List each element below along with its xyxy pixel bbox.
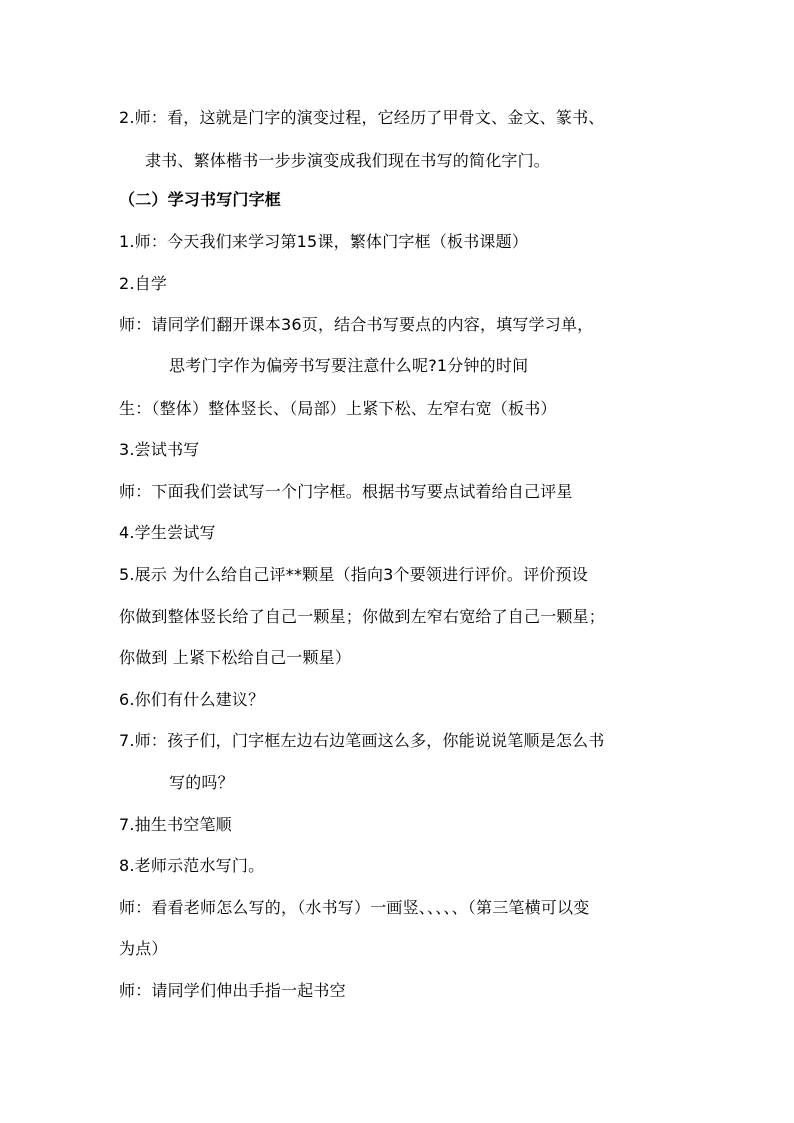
text-line-21: 为点） xyxy=(119,939,168,958)
text-line-11: 4.学生尝试写 xyxy=(119,523,216,542)
text-line-17: 写的吗？ xyxy=(169,773,234,792)
text-line-4: 1.师：今天我们来学习第15课，繁体门字框（板书课题） xyxy=(119,232,529,251)
text-line-16: 7.师：孩子们，门字框左边右边笔画这么多，你能说说笔顺是怎么书 xyxy=(119,731,605,750)
text-line-8: 生：（整体）整体竖长、（局部）上紧下松、左窄右宽（板书） xyxy=(119,399,557,418)
text-line-18: 7.抽生书空笔顺 xyxy=(119,815,232,834)
text-line-5: 2.自学 xyxy=(119,274,168,293)
text-line-15: 6.你们有什么建议？ xyxy=(119,690,265,709)
section-heading: （二）学习书写门字框 xyxy=(119,190,282,209)
text-line-1: 2.师：看，这就是门字的演变过程，它经历了甲骨文、金文、篆书、 xyxy=(119,108,605,127)
text-line-9: 3.尝试书写 xyxy=(119,440,200,459)
text-line-14: 你做到 上紧下松给自己一颗星） xyxy=(119,648,352,667)
text-line-7: 思考门字作为偏旁书写要注意什么呢?1分钟的时间 xyxy=(169,356,529,375)
text-line-20: 师：看看老师怎么写的，（水书写）一画竖、、、、、（第三笔横可以变 xyxy=(119,898,590,917)
text-line-22: 师：请同学们伸出手指一起书空 xyxy=(119,981,346,1000)
text-line-10: 师：下面我们尝试写一个门字框。根据书写要点试着给自己评星 xyxy=(119,482,573,501)
text-line-6: 师：请同学们翻开课本36页，结合书写要点的内容，填写学习单， xyxy=(119,315,594,334)
text-line-19: 8.老师示范水写门。 xyxy=(119,856,265,875)
text-line-12: 5.展示 为什么给自己评**颗星（指向3个要领进行评价。评价预设 xyxy=(119,565,588,584)
text-line-2: 隶书、繁体楷书一步步演变成我们现在书写的简化字门。 xyxy=(145,151,551,170)
text-line-13: 你做到整体竖长给了自己一颗星；你做到左窄右宽给了自己一颗星； xyxy=(119,607,606,626)
